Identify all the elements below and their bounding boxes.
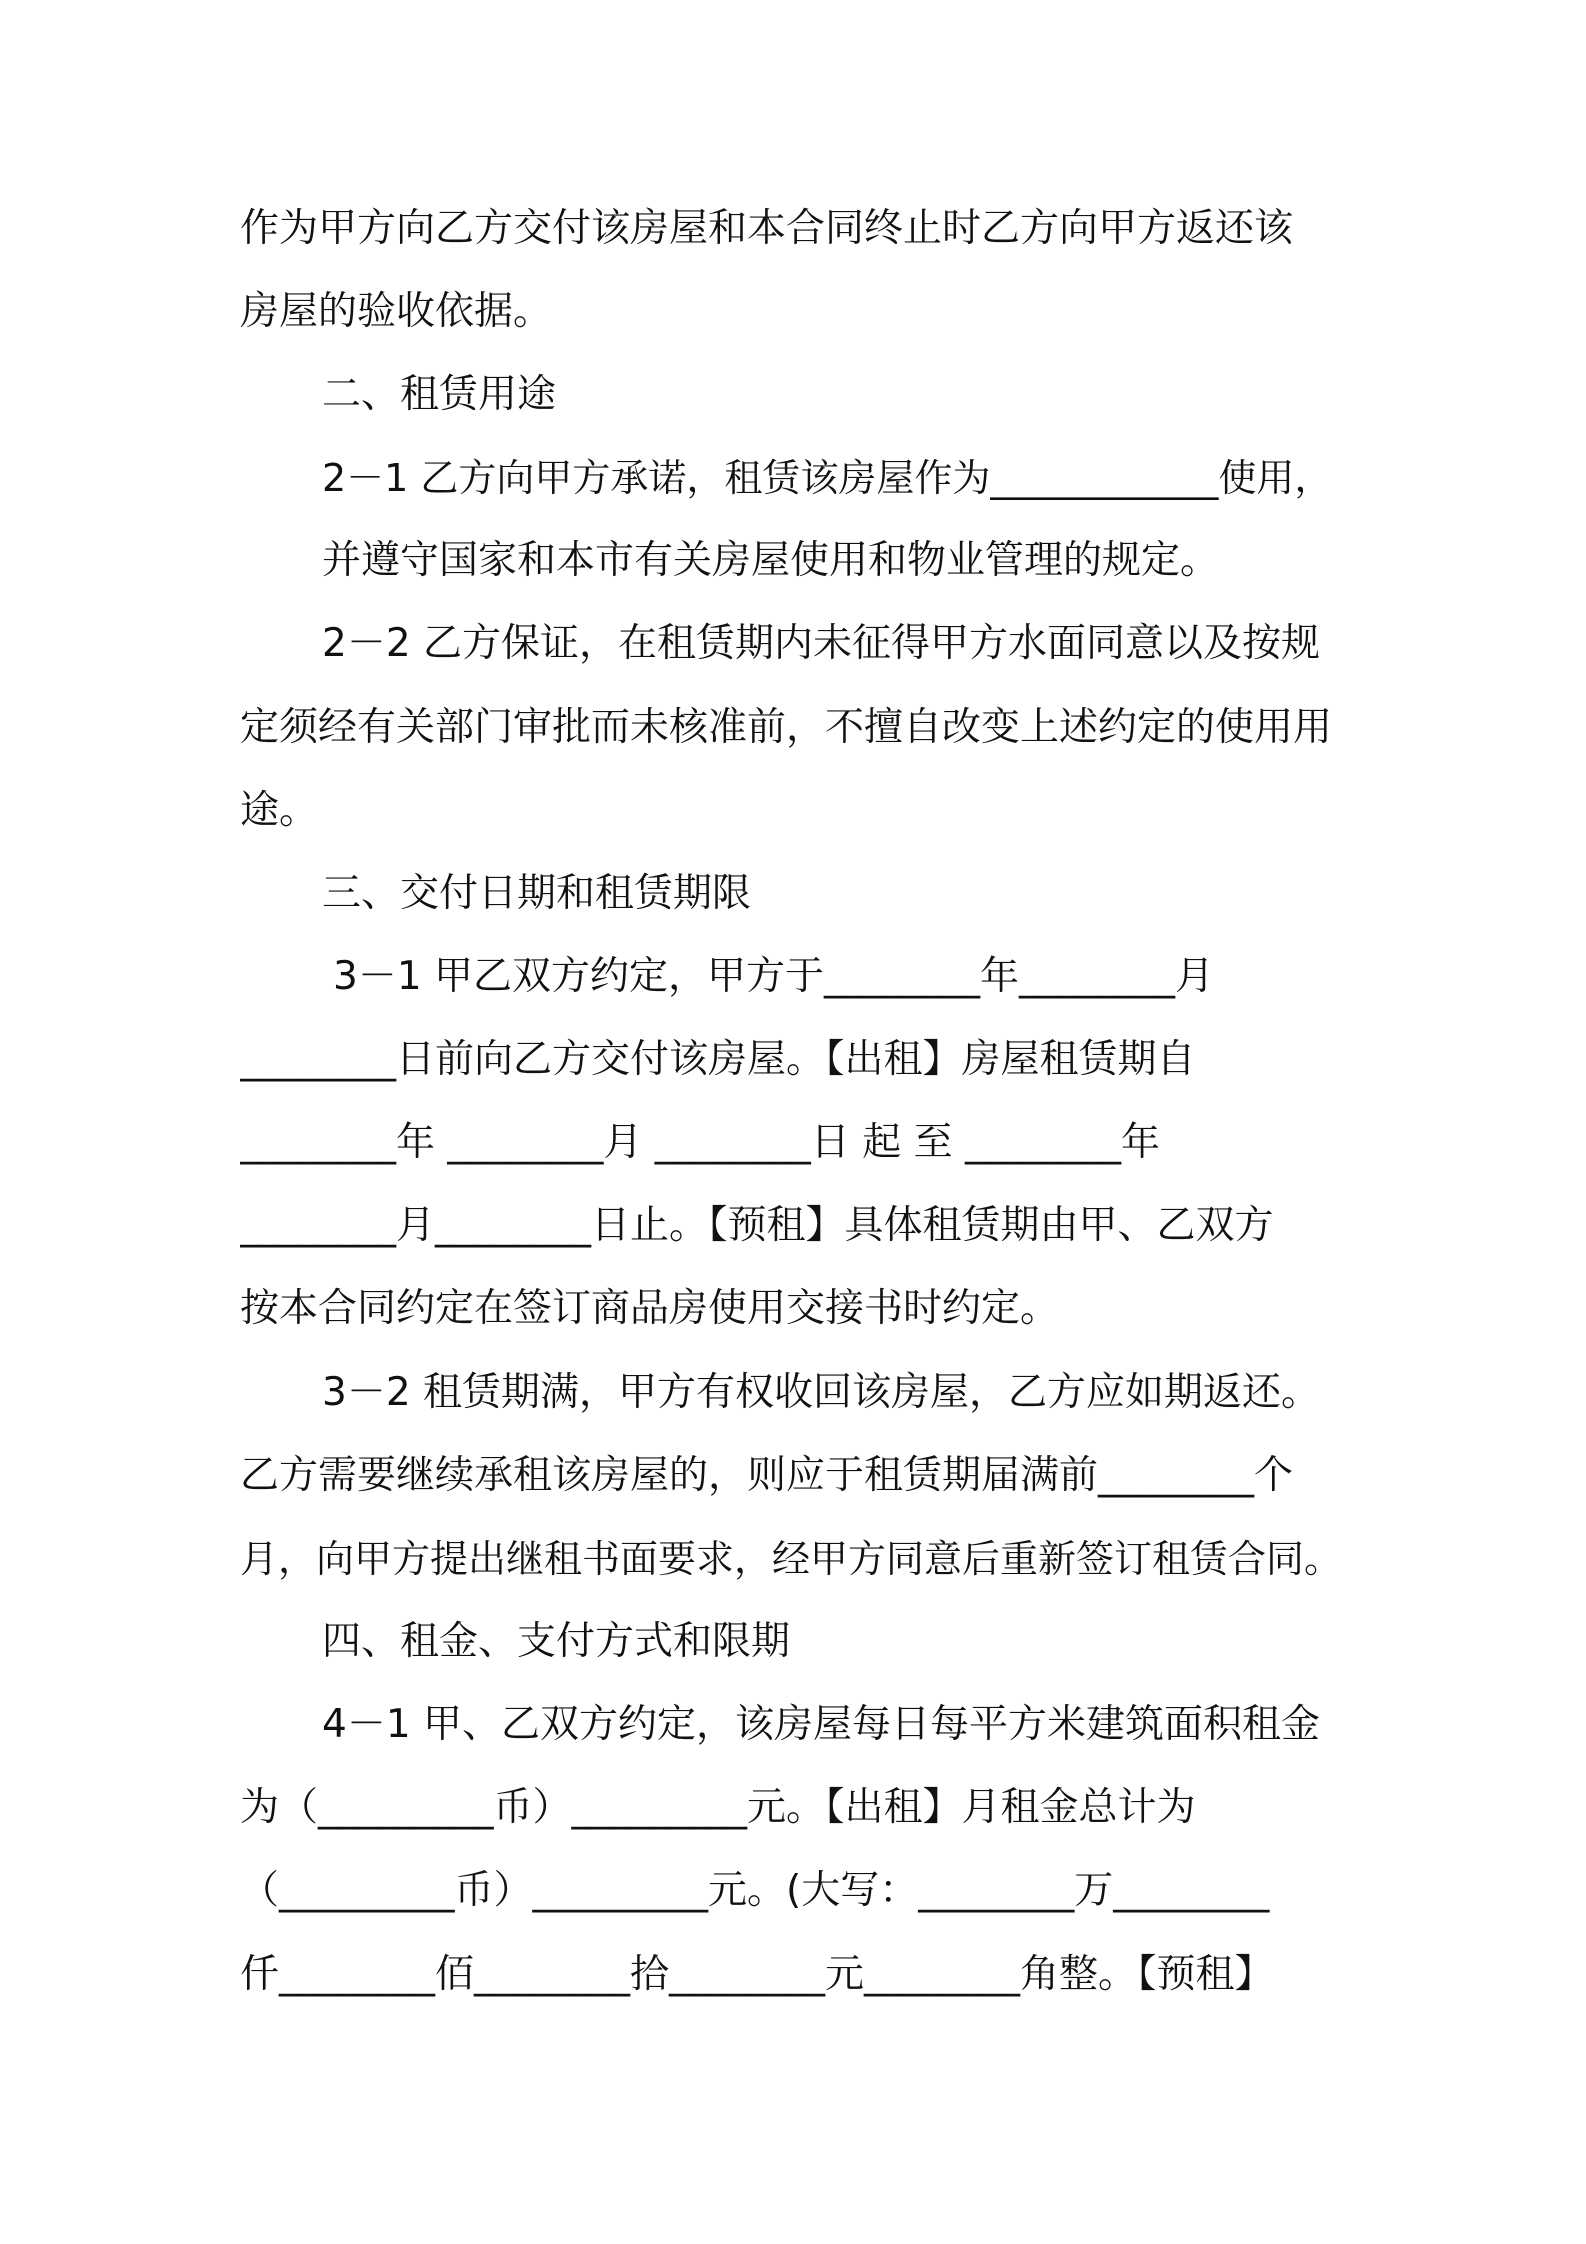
section-heading: 三、交付日期和租赁期限 [322, 871, 752, 916]
text-line: 为（_________币）_________元。【出租】月租金总计为 [240, 1785, 1196, 1830]
text-line: 并遵守国家和本市有关房屋使用和物业管理的规定。 [322, 538, 1220, 583]
text-line: ________日前向乙方交付该房屋。【出租】房屋租赁期自 [240, 1037, 1196, 1082]
text-line: （_________币）_________元。(大写：________万________ [240, 1868, 1270, 1913]
text-line: 月，向甲方提出继租书面要求，经甲方同意后重新签订租赁合同。 [240, 1537, 1343, 1581]
section-heading: 二、租赁用途 [322, 372, 557, 417]
text-line: 3－1 甲乙双方约定，甲方于________年________月 [333, 954, 1215, 999]
text-line: 3－2 租赁期满，甲方有权收回该房屋，乙方应如期返还。 [322, 1370, 1321, 1415]
text-line: ________年 ________月 ________日 起 至 ________年 [240, 1120, 1160, 1165]
text-line: 4－1 甲、乙双方约定，该房屋每日每平方米建筑面积租金 [322, 1702, 1321, 1747]
text-line: ________月________日止。【预租】具体租赁期由甲、乙双方 [240, 1203, 1274, 1248]
text-line: 2－1 乙方向甲方承诺，租赁该房屋作为____________使用， [322, 456, 1333, 500]
text-line: 按本合同约定在签订商品房使用交接书时约定。 [240, 1286, 1060, 1331]
text-line: 仟________佰________拾________元________角整。【预租】 [240, 1952, 1274, 1997]
text-line: 定须经有关部门审批而未核准前，不擅自改变上述约定的使用用 [240, 705, 1333, 750]
text-line: 2－2 乙方保证，在租赁期内未征得甲方水面同意以及按规 [322, 621, 1321, 666]
section-heading: 四、租金、支付方式和限期 [322, 1619, 791, 1664]
text-line: 房屋的验收依据。 [240, 289, 553, 334]
text-line: 乙方需要继续承租该房屋的，则应于租赁期届满前________个 [240, 1453, 1294, 1498]
text-line: 作为甲方向乙方交付该房屋和本合同终止时乙方向甲方返还该 [240, 206, 1294, 251]
text-line: 途。 [240, 788, 319, 833]
